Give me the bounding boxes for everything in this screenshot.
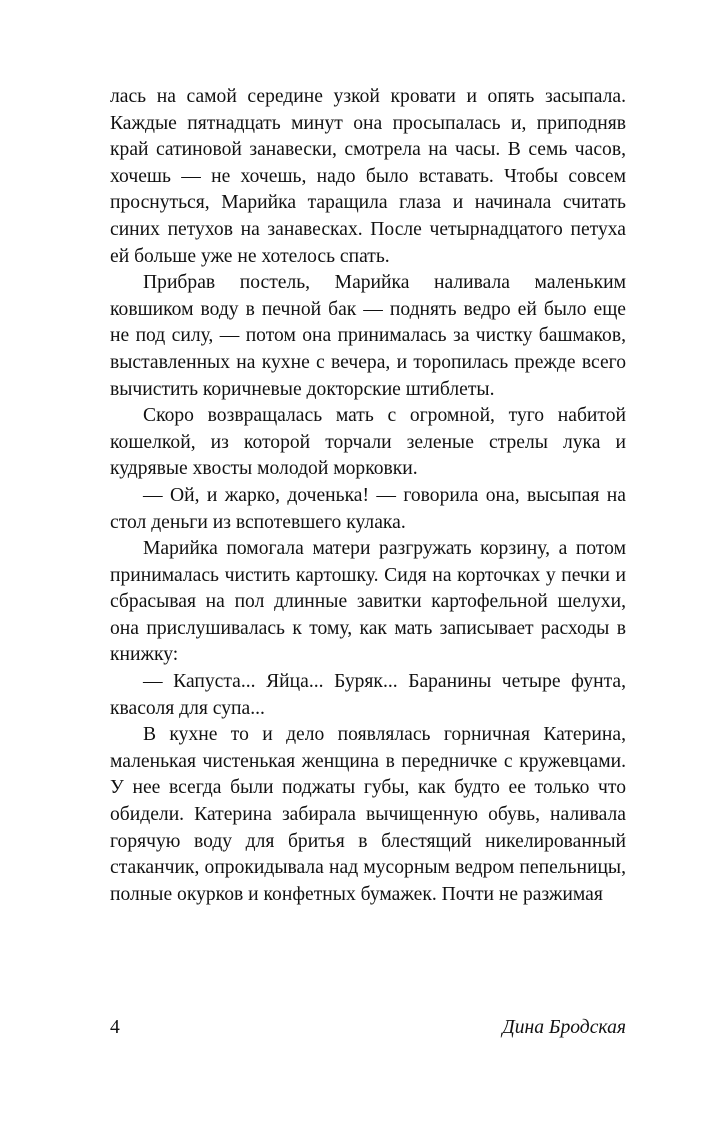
running-footer-author: Дина Бродская (502, 1017, 626, 1038)
dialogue-paragraph: — Капуста... Яйца... Буряк... Баранины четыре фунта, квасоля для супа... (110, 671, 626, 719)
paragraph: Марийка помогала матери разгружать корзину, а потом принималась чистить картошку. Сидя на корточках у печки и сбрасывая на пол длинные завитки картофельной шелухи, она прислушивалась к тому, как мать записывает расходы в книжку: (110, 538, 626, 666)
page-footer (110, 1014, 626, 1042)
dialogue-paragraph: — Ой, и жарко, доченька! — говорила она, высыпая на стол деньги из вспотевшего кулака. (110, 484, 626, 533)
body-text (110, 84, 626, 908)
paragraph: Прибрав постель, Марийка наливала маленьким ковшиком воду в печной бак — поднять ведро ей было еще не под силу, — потом она принималась за чистку башмаков, выставленных на кухне с вечера, и торопилась прежде всего вычистить коричневые докторские штиблеты. (110, 272, 626, 400)
page-number: 4 (110, 1017, 120, 1038)
paragraph: В кухне то и дело появлялась горничная Катерина, маленькая чистенькая женщина в передничке с кружевцами. У нее всегда были поджаты губы, как будто ее только что обидели. Катерина забирала вычищенную обувь, наливала горячую воду для бритья в блестящий никелированный стаканчик, опрокидывала над мусорным ведром пепельницы, полные окурков и конфетных бумажек. Почти не разжимая (110, 724, 626, 905)
paragraph-continued: лась на самой середине узкой кровати и опять засыпала. Каждые пятнадцать минут она просыпалась и, приподняв край сатиновой занавески, смотрела на часы. В семь часов, хочешь — не хочешь, надо было вставать. Чтобы совсем проснуться, Марийка таращила глаза и начинала считать синих петухов на занавесках. После четырнадцатого петуха ей больше уже не хотелось спать. (110, 86, 626, 267)
paragraph: Скоро возвращалась мать с огромной, туго набитой кошелкой, из которой торчали зеленые стрелы лука и кудрявые хвосты молодой морковки. (110, 405, 626, 480)
